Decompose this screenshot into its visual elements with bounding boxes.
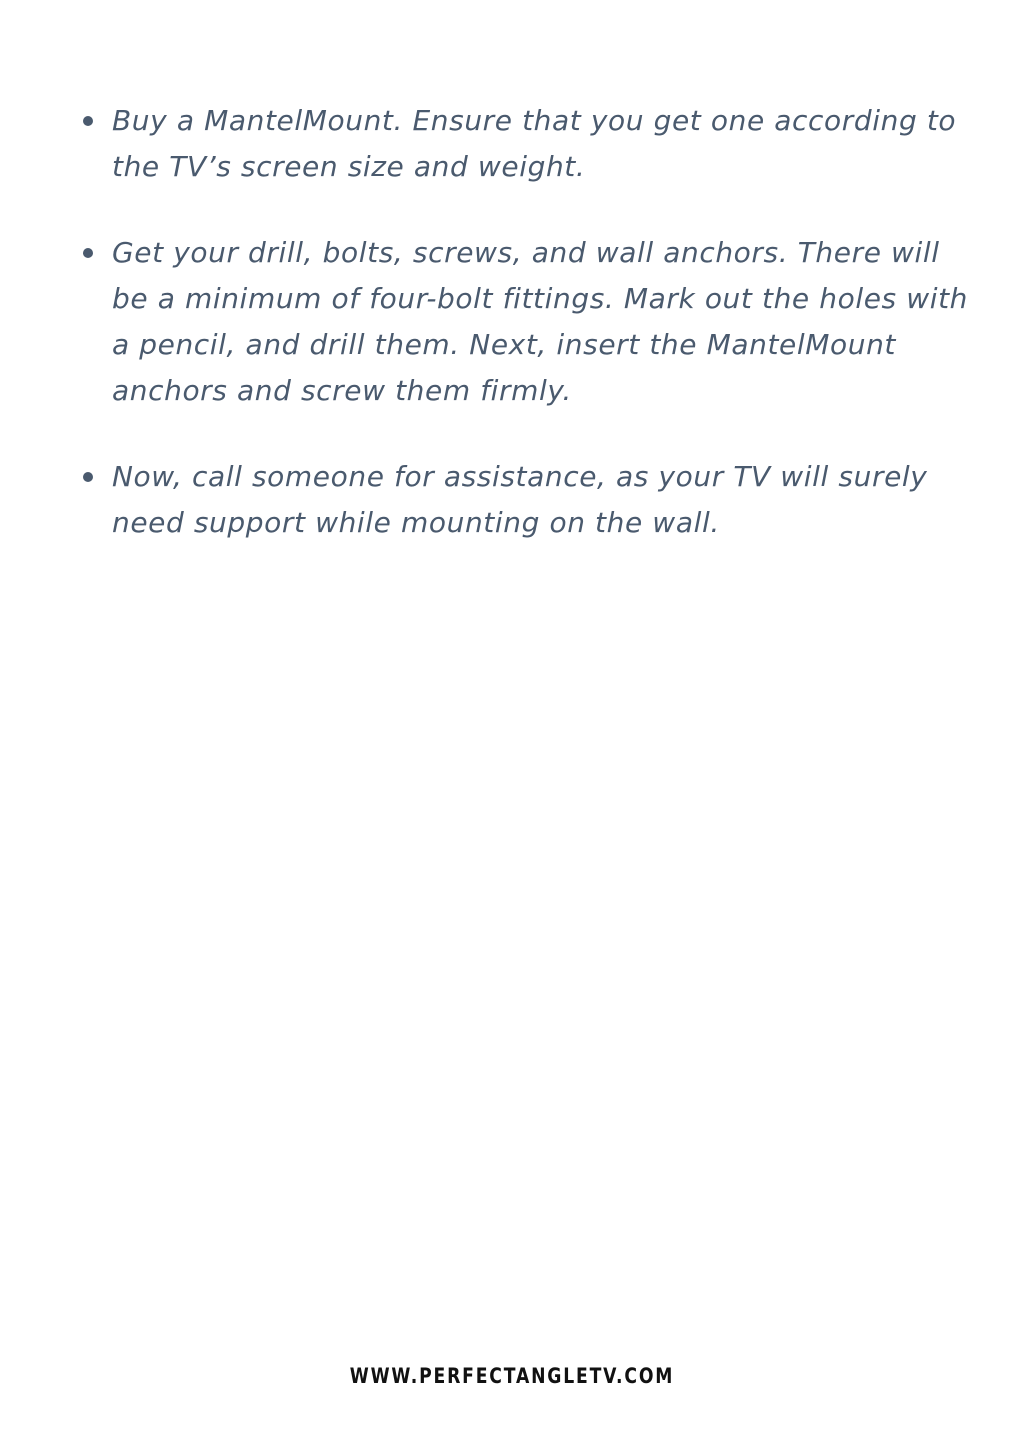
instruction-list: [80, 98, 980, 586]
bullet-icon: [83, 472, 93, 482]
list-item: [80, 98, 980, 190]
list-item-text: Buy a MantelMount. Ensure that you get one according to the TV’s screen size and weight.: [112, 104, 957, 183]
bullet-icon: [83, 248, 93, 258]
list-item-text: Get your drill, bolts, screws, and wall anchors. There will be a minimum of four-bolt fittings. Mark out the holes with a pencil, and drill them. Next, insert the MantelMount anchors and screw them firmly.: [112, 236, 969, 407]
list-item-text: Now, call someone for assistance, as your TV will surely need support while mounting on the wall.: [112, 460, 928, 539]
list-item: [80, 230, 980, 414]
bullet-icon: [83, 116, 93, 126]
footer-website-url: WWW.PERFECTANGLETV.COM: [349, 1364, 675, 1388]
list-item: [80, 454, 980, 546]
